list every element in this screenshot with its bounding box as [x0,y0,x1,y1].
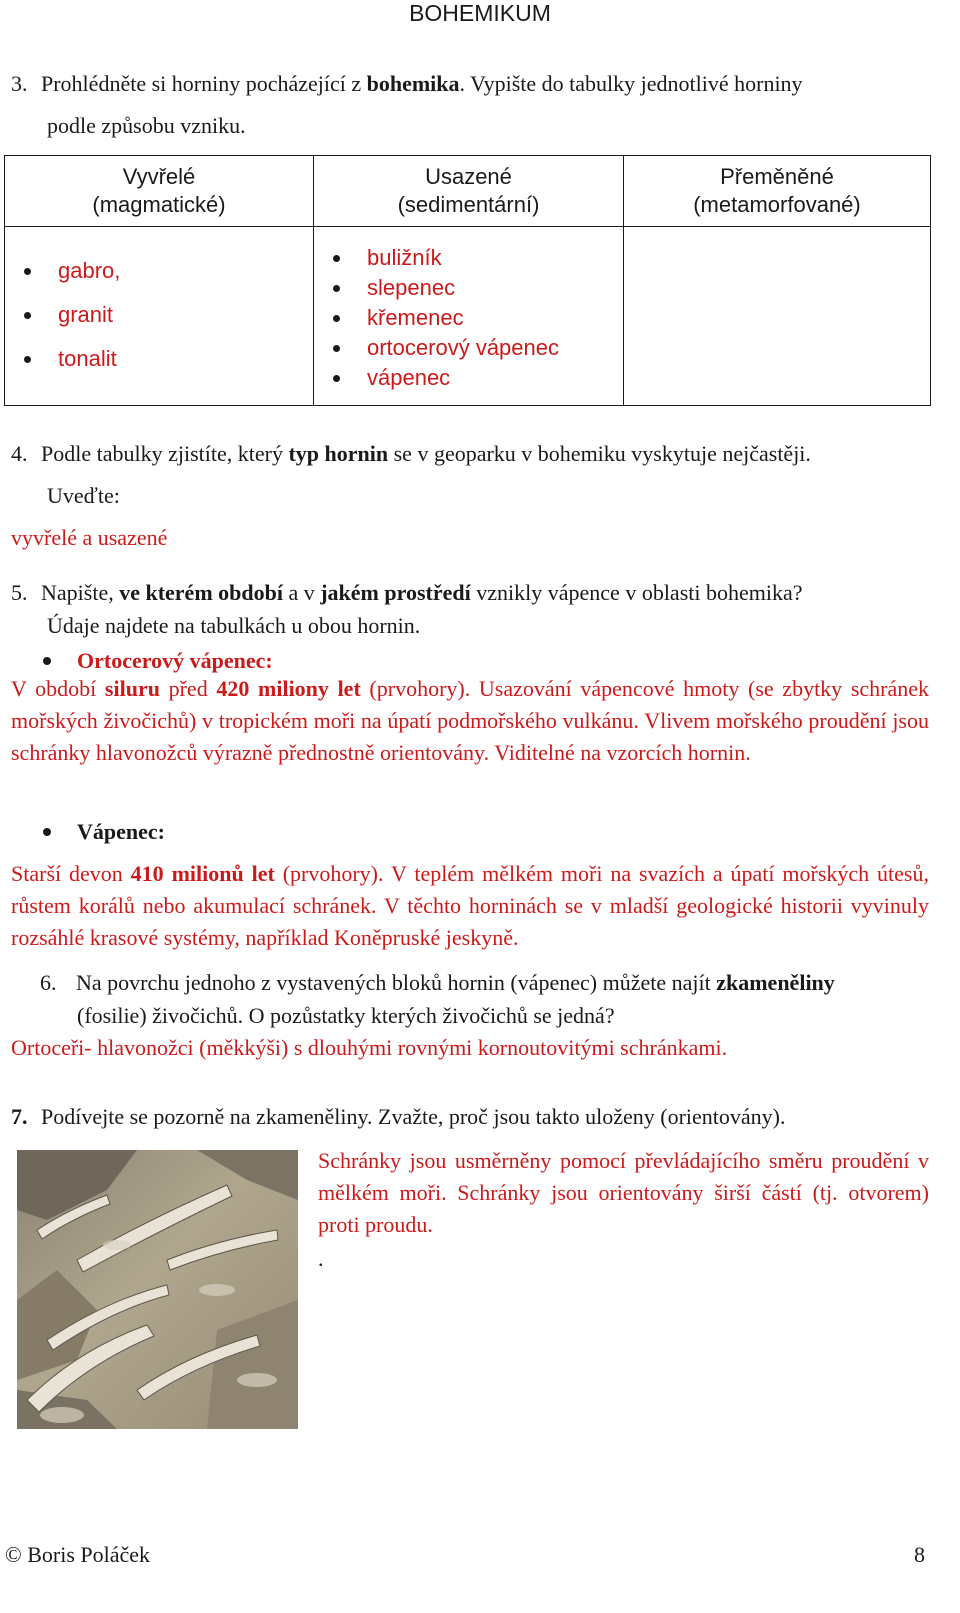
question-6-line2: (fosilie) živočichů. O pozůstatky kterých živočichů se jedná? [77,1003,615,1028]
list-item: křemenec [315,303,622,333]
question-number: 5. [11,580,28,605]
question-6: 6. Na povrchu jednoho z vystavených bloků hornin (vápenec) můžete najít zkameněliny [40,970,835,995]
question-bold: typ hornin [288,441,389,466]
table-cell-igneous [5,227,314,406]
rock-table [4,155,931,406]
ortocer-paragraph: V období siluru před 420 miliony let (prvohory). Usazování vápencové hmoty (se zbytky schránek mořských živočichů) v tropickém moři na úpatí podmořského vulkánu. Vlivem mořského proudění jsou schránky hlavonožců výrazně přednostně orientovány. Viditelné na vzorcích hornin. [11,676,930,765]
list-item: tonalit [6,337,312,381]
question-4-line2: Uveďte: [47,483,120,508]
list-item: buližník [315,243,622,273]
question-3-line2: podle způsobu vzniku. [47,113,246,138]
question-number: 4. [11,441,28,466]
list-item: vápenec [315,363,622,393]
answer-7: Schránky jsou usměrněny pomocí převládajícího směru proudění v mělkém moři. Schránky jsou orientovány širší částí (tj. otvorem) proti proudu. [318,1148,929,1237]
footer-author: © Boris Poláček [5,1542,151,1567]
table-cell-metamorphic [624,227,931,406]
question-text: Prohlédněte si horniny pocházející z [41,71,367,96]
list-item: slepenec [315,273,622,303]
page-header: BOHEMIKUM [409,0,551,26]
bullet-icon [43,657,51,665]
bullet-icon [43,828,51,836]
vapenec-heading: Vápenec: [77,819,165,844]
question-number: 7. [11,1104,28,1129]
question-number: 6. [40,970,57,995]
question-text: . Vypište do tabulky jednotlivé horniny [459,71,803,96]
answer-4: vyvřelé a usazené [11,525,168,550]
list-item: ortocerový vápenec [315,333,622,363]
question-5-line2: Údaje najdete na tabulkách u obou hornin. [47,613,421,638]
table-header-igneous: Vyvřelé (magmatické) [5,156,314,227]
answer-7-extra: . [318,1246,324,1271]
page-number: 8 [914,1542,925,1567]
list-item: granit [6,293,312,337]
table-cell-sedimentary [314,227,624,406]
question-7: 7. Podívejte se pozorně na zkameněliny. Zvažte, proč jsou takto uloženy (orientovány). [11,1104,786,1129]
answer-6: Ortoceři- hlavonožci (měkkýši) s dlouhými rovnými kornoutovitými schránkami. [11,1035,728,1060]
question-4: 4. Podle tabulky zjistíte, který typ hornin se v geoparku v bohemiku vyskytuje nejčastěji. [11,441,811,466]
question-5: 5. Napište, ve kterém období a v jakém prostředí vznikly vápence v oblasti bohemika? [11,580,803,605]
vapenec-paragraph: Starší devon 410 milionů let (prvohory). V teplém mělkém moři na svazích a úpatí mořských útesů, růstem korálů nebo akumulací schránek. V těchto horninách se v mladší geologické historii vyvinuly rozsáhlé krasové systémy, například Koněpruské jeskyně. [11,861,929,950]
table-header-sedimentary: Usazené (sedimentární) [314,156,624,227]
fossil-photo [17,1150,298,1429]
question-3 [11,68,931,100]
list-item: gabro, [6,249,312,293]
table-header-metamorphic: Přeměněné (metamorfované) [624,156,931,227]
fossil-image [17,1150,298,1429]
question-number: 3. [11,71,28,96]
question-bold: bohemika [366,71,460,96]
ortocer-heading: Ortocerový vápenec: [77,648,273,673]
